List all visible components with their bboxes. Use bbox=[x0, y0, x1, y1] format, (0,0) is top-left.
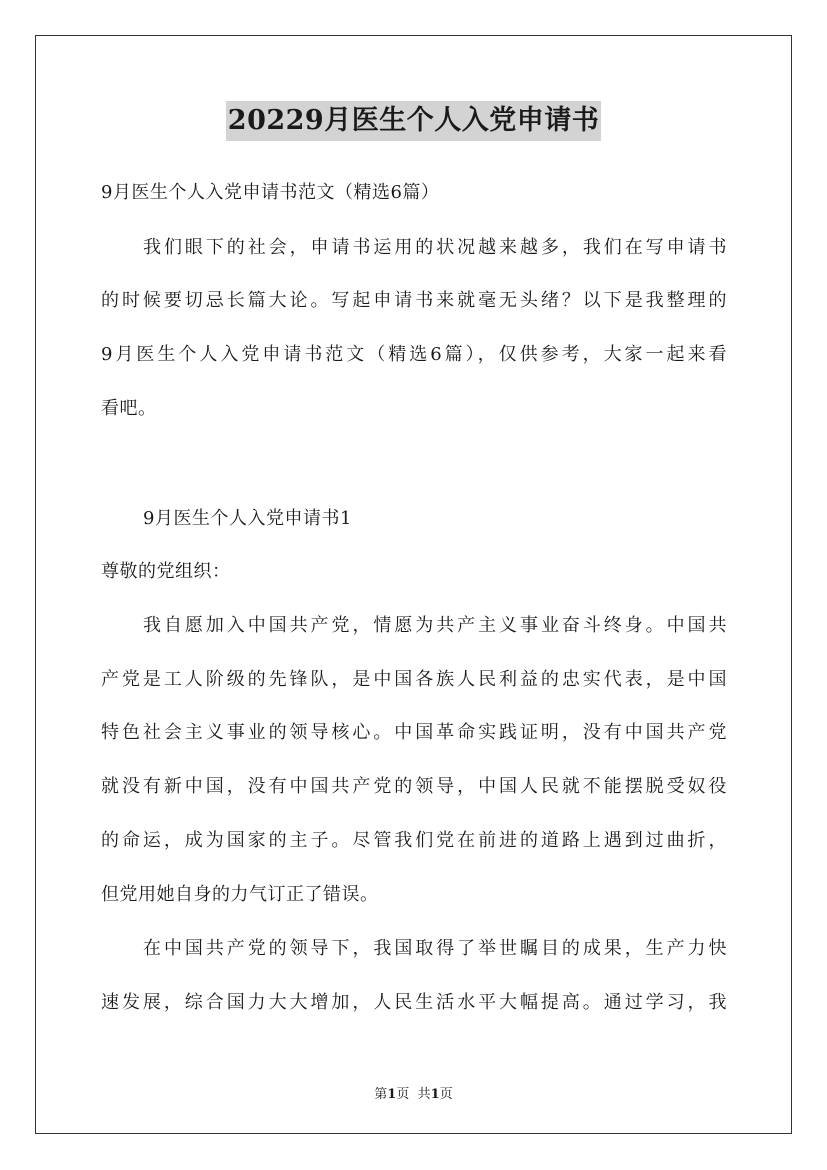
intro-line-3: 9月医生个人入党申请书范文（精选6篇），仅供参考，大家一起来看 bbox=[101, 344, 727, 365]
footer-prefix: 第 bbox=[374, 1087, 388, 1102]
footer-total-pages: 1 bbox=[430, 1087, 440, 1102]
page-footer bbox=[0, 1083, 827, 1102]
subtitle-line: 9月医生个人入党申请书范文（精选6篇） bbox=[101, 182, 440, 203]
body-line-3: 特色社会主义事业的领导核心。中国革命实践证明，没有中国共产党 bbox=[101, 722, 727, 743]
body-line-6: 但党用她自身的力气订正了错误。 bbox=[101, 884, 379, 905]
body-line-7: 在中国共产党的领导下，我国取得了举世瞩目的成果，生产力快 bbox=[143, 938, 727, 959]
intro-line-2: 的时候要切忌长篇大论。写起申请书来就毫无头绪？以下是我整理的 bbox=[101, 290, 727, 311]
section-heading: 9月医生个人入党申请书1 bbox=[143, 508, 352, 529]
body-line-2: 产党是工人阶级的先锋队，是中国各族人民利益的忠实代表，是中国 bbox=[101, 669, 727, 690]
salutation: 尊敬的党组织： bbox=[101, 561, 231, 582]
intro-line-1: 我们眼下的社会，申请书运用的状况越来越多，我们在写申请书 bbox=[143, 237, 727, 258]
title-wrap bbox=[0, 101, 827, 141]
body-line-8: 速发展，综合国力大大增加，人民生活水平大幅提高。通过学习，我 bbox=[101, 992, 727, 1013]
body-line-4: 就没有新中国，没有中国共产党的领导，中国人民就不能摆脱受奴役 bbox=[101, 776, 727, 797]
footer-page-suffix: 页 bbox=[396, 1087, 410, 1102]
footer-total-suffix: 页 bbox=[439, 1087, 453, 1102]
body-line-5: 的命运，成为国家的主子。尽管我们党在前进的道路上遇到过曲折， bbox=[101, 830, 727, 851]
intro-line-4: 看吧。 bbox=[101, 398, 157, 419]
footer-page-number: 1 bbox=[387, 1087, 397, 1102]
body-line-1: 我自愿加入中国共产党，情愿为共产主义事业奋斗终身。中国共 bbox=[143, 615, 727, 636]
document-title: 20229月医生个人入党申请书 bbox=[226, 101, 601, 141]
footer-total-prefix: 共 bbox=[417, 1087, 431, 1102]
